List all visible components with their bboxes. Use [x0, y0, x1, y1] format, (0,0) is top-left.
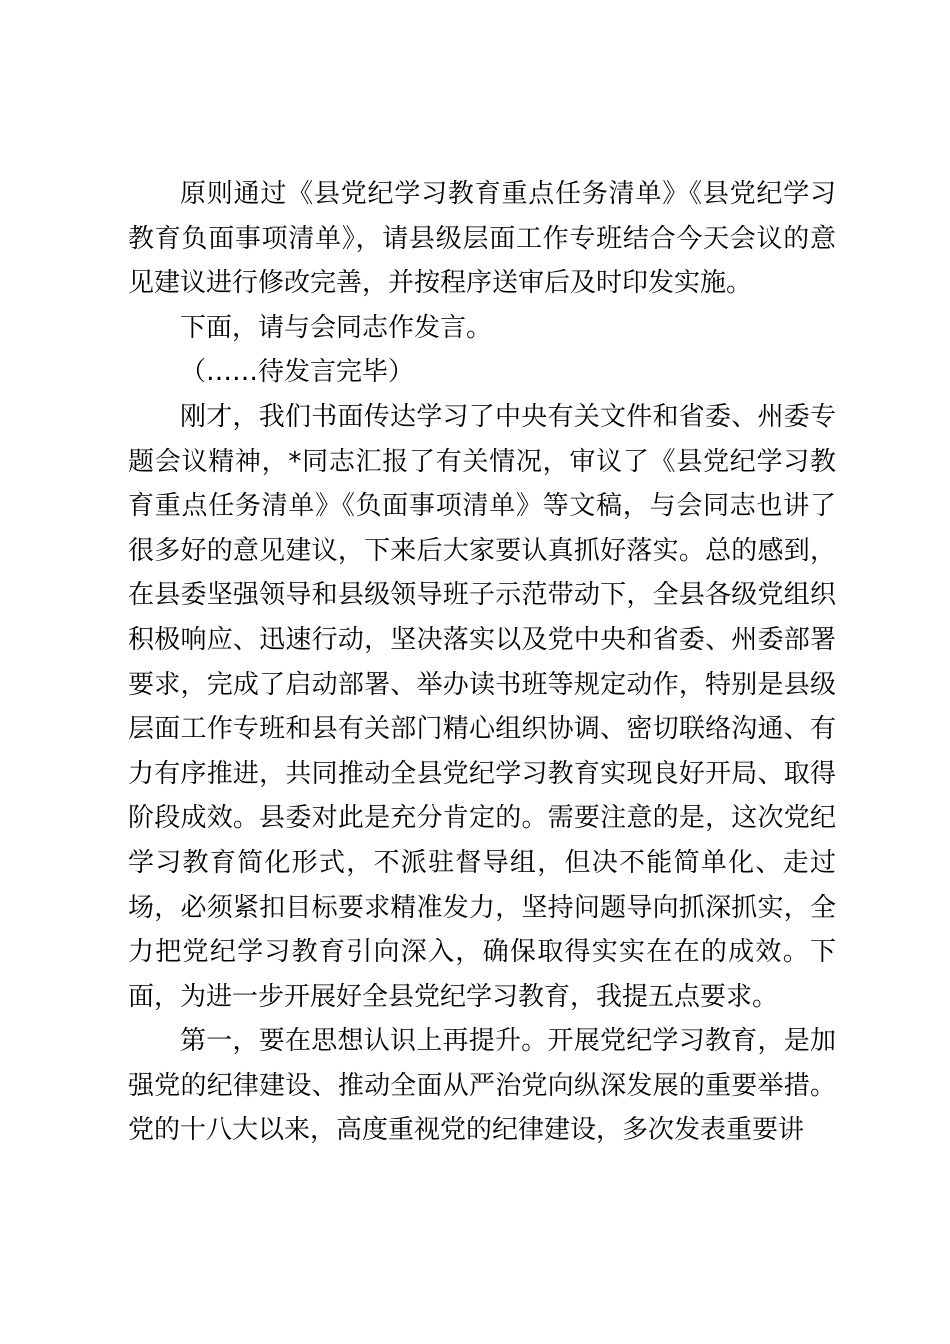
- paragraph-2: 下面，请与会同志作发言。: [180, 312, 493, 343]
- document-body: [128, 172, 836, 1153]
- paragraph-3: （……待发言完毕）: [180, 357, 415, 388]
- paragraph-1: 原则通过《县党纪学习教育重点任务清单》《县党纪学习教育负面事项清单》，请县级层面工作专班结合今天会议的意见建议进行修改完善，并按程序送审后及时印发实施。: [128, 179, 836, 299]
- paragraph-4: 刚才，我们书面传达学习了中央有关文件和省委、州委专题会议精神，*同志汇报了有关情况，审议了《县党纪学习教育重点任务清单》《负面事项清单》等文稿，与会同志也讲了很多好的意见建议，下来后大家要认真抓好落实。总的感到，在县委坚强领导和县级领导班子示范带动下，全县各级党组织积极响应、迅速行动，坚决落实以及党中央和省委、州委部署要求，完成了启动部署、举办读书班等规定动作，特别是县级层面工作专班和县有关部门精心组织协调、密切联络沟通、有力有序推进，共同推动全县党纪学习教育实现良好开局、取得阶段成效。县委对此是充分肯定的。需要注意的是，这次党纪学习教育简化形式，不派驻督导组，但决不能简单化、走过场，必须紧扣目标要求精准发力，坚持问题导向抓深抓实，全力把党纪学习教育引向深入，确保取得实实在在的成效。下面，为进一步开展好全县党纪学习教育，我提五点要求。: [128, 401, 836, 1012]
- paragraph-5: 第一，要在思想认识上再提升。开展党纪学习教育，是加强党的纪律建设、推动全面从严治党向纵深发展的重要举措。党的十八大以来，高度重视党的纪律建设，多次发表重要讲: [128, 1026, 836, 1146]
